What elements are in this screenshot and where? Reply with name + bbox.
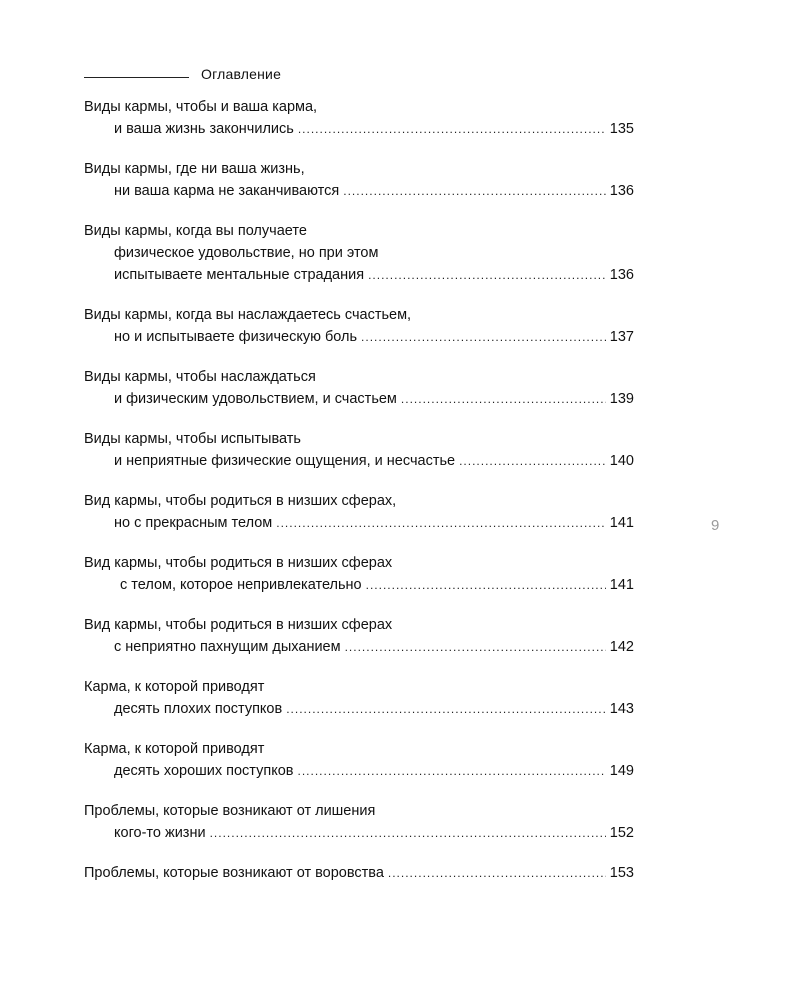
dot-leader — [276, 512, 606, 534]
toc-entry[interactable] — [84, 676, 634, 720]
dot-leader — [368, 264, 606, 286]
toc-page-number[interactable]: 137 — [609, 329, 634, 345]
toc-entry-title-line: с неприятно пахнущим дыханием — [114, 639, 341, 655]
toc-entry-title-line: Проблемы, которые возникают от лишения — [84, 803, 376, 819]
toc-page-number[interactable]: 143 — [609, 701, 634, 717]
dot-leader — [343, 180, 606, 202]
toc-entry-title-line: Виды кармы, чтобы испытывать — [84, 431, 301, 447]
toc-entry[interactable] — [84, 96, 634, 140]
toc-entry-last-line — [84, 118, 634, 140]
table-of-contents — [84, 96, 634, 902]
toc-entry-title-line: кого-то жизни — [114, 825, 206, 841]
toc-entry[interactable] — [84, 552, 634, 596]
toc-entry-title-line: Виды кармы, чтобы и ваша карма, — [84, 99, 318, 115]
dot-leader — [298, 118, 606, 140]
toc-page-number[interactable]: 141 — [609, 577, 634, 593]
toc-entry[interactable] — [84, 614, 634, 658]
toc-entry-title-line: Виды кармы, когда вы получаете — [84, 223, 307, 239]
toc-entry-title-line: испытываете ментальные страдания — [114, 267, 365, 283]
toc-entry[interactable] — [84, 738, 634, 782]
dot-leader — [459, 450, 606, 472]
toc-entry-last-line — [84, 512, 634, 534]
toc-entry-title-line: Вид кармы, чтобы родиться в низших сферах — [84, 617, 393, 633]
toc-entry-last-line — [84, 450, 634, 472]
running-header — [84, 66, 281, 82]
toc-entry-title-line: десять плохих поступков — [114, 701, 283, 717]
toc-entry-last-line — [84, 326, 634, 348]
page-number: 9 — [711, 517, 720, 534]
toc-entry-last-line — [84, 862, 634, 884]
toc-page-number[interactable]: 139 — [609, 391, 634, 407]
toc-entry[interactable] — [84, 220, 634, 286]
toc-page-number[interactable]: 136 — [609, 267, 634, 283]
toc-entry-title-line: но с прекрасным телом — [114, 515, 273, 531]
toc-entry-last-line — [84, 180, 634, 202]
toc-entry[interactable] — [84, 304, 634, 348]
toc-entry-title-line: ни ваша карма не заканчиваются — [114, 183, 340, 199]
toc-entry-title-line: Проблемы, которые возникают от воровства — [84, 865, 384, 881]
toc-page-number[interactable]: 153 — [609, 865, 634, 881]
toc-entry-title-line: десять хороших поступков — [114, 763, 294, 779]
dot-leader — [286, 698, 606, 720]
toc-entry-title-line: Вид кармы, чтобы родиться в низших сферах, — [84, 493, 397, 509]
toc-entry-title-line: но и испытываете физическую боль — [114, 329, 358, 345]
toc-entry-title-line: с телом, которое непривлекательно — [120, 577, 362, 593]
toc-entry[interactable] — [84, 428, 634, 472]
toc-entry-title-line: физическое удовольствие, но при этом — [114, 245, 379, 261]
toc-page-number[interactable]: 136 — [609, 183, 634, 199]
toc-entry-title-line: и неприятные физические ощущения, и несчастье — [114, 453, 456, 469]
toc-entry[interactable] — [84, 862, 634, 884]
dot-leader — [210, 822, 606, 844]
header-rule — [84, 77, 189, 78]
dot-leader — [361, 326, 606, 348]
toc-entry-title-line: и физическим удовольствием, и счастьем — [114, 391, 397, 407]
toc-entry[interactable] — [84, 800, 634, 844]
toc-entry-last-line — [84, 698, 634, 720]
toc-entry[interactable] — [84, 490, 634, 534]
toc-entry-title-line: Вид кармы, чтобы родиться в низших сферах — [84, 555, 393, 571]
dot-leader — [401, 388, 606, 410]
toc-page-number[interactable]: 149 — [609, 763, 634, 779]
toc-entry-title-line: и ваша жизнь закончились — [114, 121, 294, 137]
toc-entry[interactable] — [84, 366, 634, 410]
toc-page-number[interactable]: 135 — [609, 121, 634, 137]
toc-page-number[interactable]: 152 — [609, 825, 634, 841]
toc-page-number[interactable]: 141 — [609, 515, 634, 531]
dot-leader — [388, 862, 606, 884]
toc-entry-title-line: Виды кармы, когда вы наслаждаетесь счастьем, — [84, 307, 412, 323]
toc-entry-last-line — [84, 264, 634, 286]
toc-entry[interactable] — [84, 158, 634, 202]
toc-entry-last-line — [84, 388, 634, 410]
dot-leader — [345, 636, 606, 658]
toc-page-number[interactable]: 140 — [609, 453, 634, 469]
toc-entry-title-line: Карма, к которой приводят — [84, 679, 265, 695]
toc-entry-title-line: Карма, к которой приводят — [84, 741, 265, 757]
dot-leader — [366, 574, 606, 596]
dot-leader — [298, 760, 606, 782]
header-title: Оглавление — [201, 66, 282, 82]
toc-entry-last-line — [84, 636, 634, 658]
toc-entry-last-line — [84, 760, 634, 782]
toc-page-number[interactable]: 142 — [609, 639, 634, 655]
toc-entry-title-line: Виды кармы, где ни ваша жизнь, — [84, 161, 305, 177]
toc-entry-last-line — [84, 822, 634, 844]
toc-entry-title-line: Виды кармы, чтобы наслаждаться — [84, 369, 316, 385]
toc-entry-last-line — [84, 574, 634, 596]
